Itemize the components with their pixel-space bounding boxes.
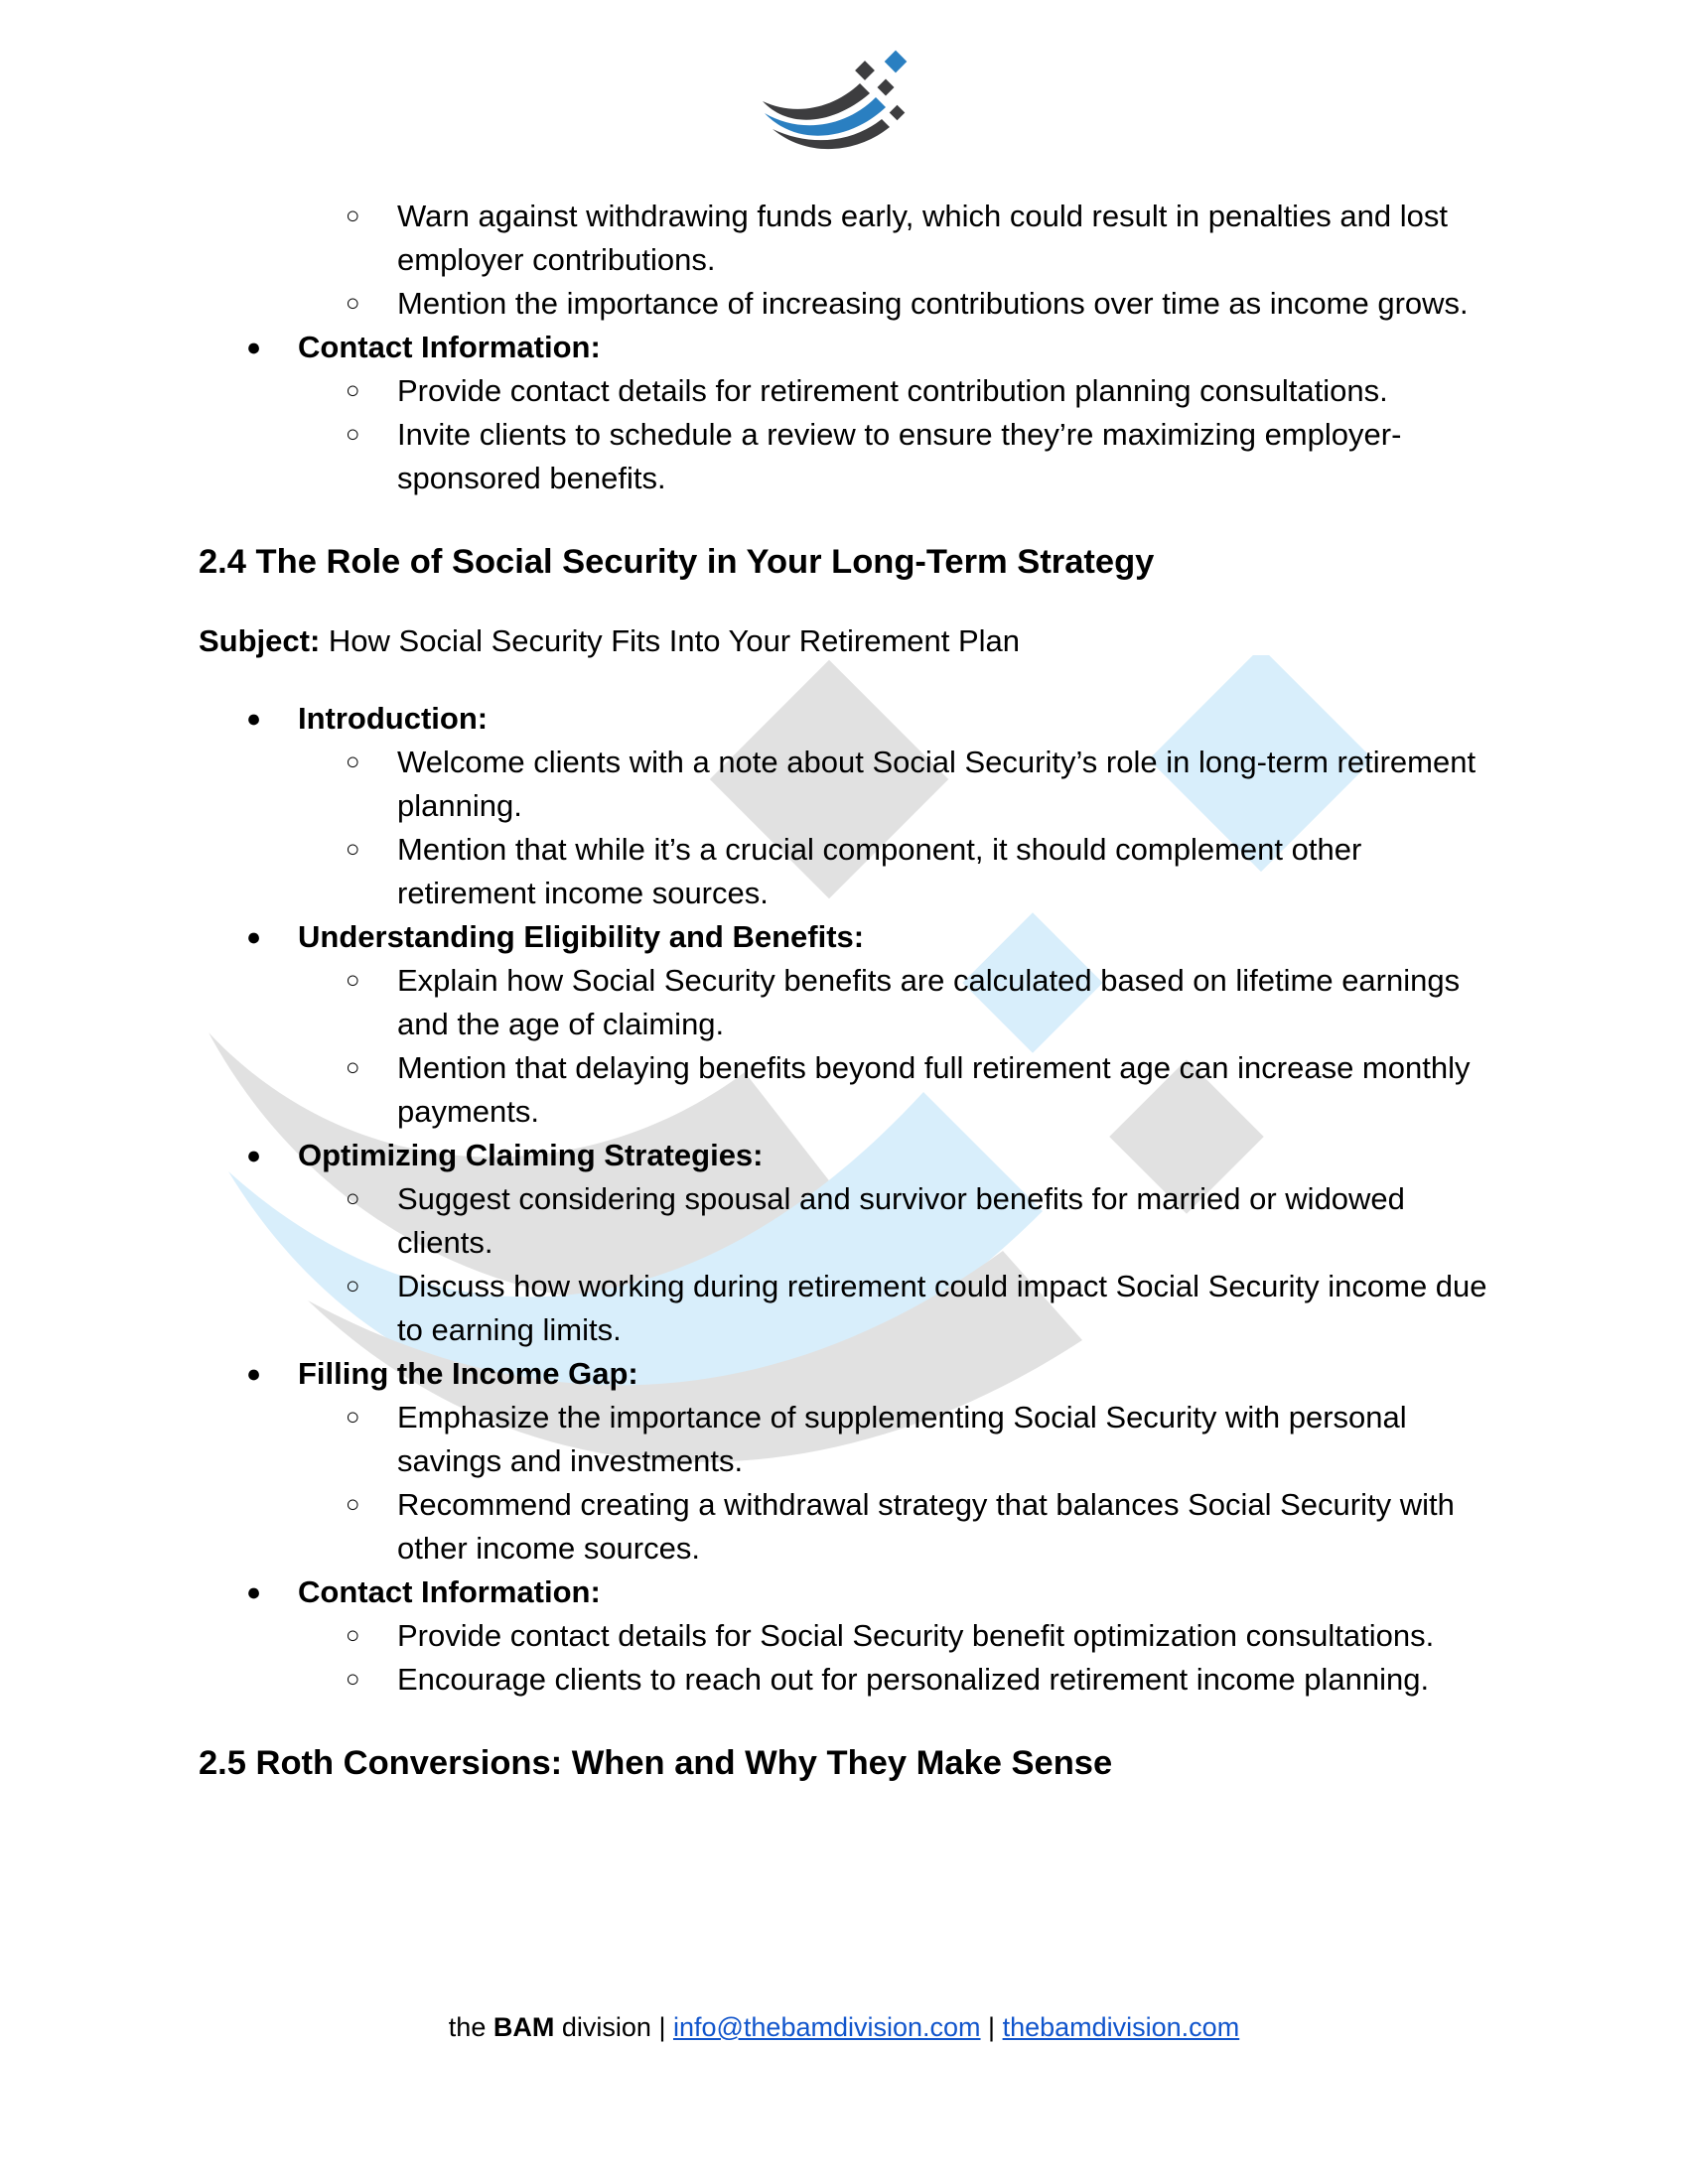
hollow-circle-icon: ○: [346, 1054, 360, 1081]
sub-list: [298, 369, 1499, 500]
hollow-circle-icon: ○: [346, 1622, 360, 1649]
section-heading-2-4: 2.4 The Role of Social Security in Your Long-Term Strategy: [199, 543, 1155, 581]
bullet-item-introduction: [199, 697, 1499, 915]
bullet-item-claiming-strategies: [199, 1134, 1499, 1352]
bullet-item-contact: [199, 326, 1499, 500]
logo-dark-square-3: [890, 105, 906, 121]
sub-bullet-item: [298, 413, 1499, 500]
sub-bullet-text: Suggest considering spousal and survivor benefits for married or widowed clients.: [397, 1181, 1405, 1260]
bullet-heading: Optimizing Claiming Strategies:: [298, 1138, 764, 1172]
subject-text: How Social Security Fits Into Your Retirement Plan: [328, 623, 1021, 658]
footer-separator: |: [988, 2012, 996, 2042]
logo-dark-square-2: [878, 79, 895, 96]
bullet-item-income-gap: [199, 1352, 1499, 1570]
subject-label: Subject:: [199, 623, 321, 658]
sub-bullet-text: Mention that delaying benefits beyond full retirement age can increase monthly payments.: [397, 1050, 1471, 1129]
sub-bullet-text: Provide contact details for retirement contribution planning consultations.: [397, 373, 1388, 408]
sub-bullet-item: [298, 1483, 1499, 1570]
sub-list: [298, 1177, 1499, 1352]
sub-bullet-item: [298, 828, 1499, 915]
footer-brand: BAM: [492, 2012, 555, 2042]
hollow-circle-icon: ○: [346, 836, 360, 863]
sub-list: [298, 741, 1499, 915]
bullet-heading: Understanding Eligibility and Benefits:: [298, 919, 865, 954]
sub-bullet-text: Invite clients to schedule a review to ensure they’re maximizing employer-sponsored benefits.: [397, 417, 1402, 495]
document-body: [199, 195, 1499, 1785]
sub-bullet-text: Encourage clients to reach out for personalized retirement income planning.: [397, 1662, 1430, 1697]
sub-bullet-item: [298, 1658, 1499, 1702]
continued-list-item: [199, 195, 1499, 326]
sub-bullet-text: Warn against withdrawing funds early, which could result in penalties and lost employer contributions.: [397, 199, 1448, 277]
footer-website-link[interactable]: thebamdivision.com: [1002, 2012, 1240, 2042]
sub-bullet-text: Emphasize the importance of supplementing Social Security with personal savings and investments.: [397, 1400, 1407, 1478]
subject-line: [199, 619, 1499, 663]
logo-blue-square: [885, 51, 908, 73]
bullet-heading: Filling the Income Gap:: [298, 1356, 638, 1391]
sub-bullet-text: Provide contact details for Social Security benefit optimization consultations.: [397, 1618, 1435, 1653]
hollow-circle-icon: ○: [346, 290, 360, 317]
bullet-heading: Contact Information:: [298, 1574, 601, 1609]
sub-bullet-item: [298, 1614, 1499, 1658]
sub-bullet-item: [298, 741, 1499, 828]
sub-bullet-item: [199, 282, 1499, 326]
sub-bullet-item: [298, 1046, 1499, 1134]
filled-circle-icon: ●: [246, 334, 262, 361]
sub-bullet-text: Discuss how working during retirement could impact Social Security income due to earning limits.: [397, 1269, 1487, 1347]
continued-sub-list: [199, 195, 1499, 326]
hollow-circle-icon: ○: [346, 1666, 360, 1693]
sub-bullet-item: [298, 959, 1499, 1046]
logo-dark-square-1: [855, 61, 875, 80]
bam-logo: [759, 50, 929, 159]
continued-list: [199, 195, 1499, 500]
sub-bullet-item: [298, 1396, 1499, 1483]
filled-circle-icon: ●: [246, 1578, 262, 1606]
hollow-circle-icon: ○: [346, 1185, 360, 1212]
sub-bullet-text: Welcome clients with a note about Social Security’s role in long-term retirement planning.: [397, 745, 1477, 823]
sub-bullet-text: Recommend creating a withdrawal strategy that balances Social Security with other income sources.: [397, 1487, 1455, 1566]
hollow-circle-icon: ○: [346, 1404, 360, 1431]
sub-bullet-text: Mention the importance of increasing contributions over time as income grows.: [397, 286, 1469, 321]
sub-list: [298, 1614, 1499, 1702]
sub-bullet-text: Mention that while it’s a crucial component, it should complement other retirement income sources.: [397, 832, 1362, 910]
bullet-item-contact: [199, 1570, 1499, 1702]
hollow-circle-icon: ○: [346, 749, 360, 775]
filled-circle-icon: ●: [246, 923, 262, 951]
bullet-item-eligibility: [199, 915, 1499, 1134]
sub-bullet-text: Explain how Social Security benefits are calculated based on lifetime earnings and the age of claiming.: [397, 963, 1461, 1041]
section-heading-2-5: 2.5 Roth Conversions: When and Why They Make Sense: [199, 1744, 1113, 1782]
footer-separator: |: [658, 2012, 666, 2042]
sub-list: [298, 1396, 1499, 1570]
sub-list: [298, 959, 1499, 1134]
section-2-4-list: [199, 697, 1499, 1702]
filled-circle-icon: ●: [246, 1142, 262, 1169]
hollow-circle-icon: ○: [346, 377, 360, 404]
page-footer: [0, 2007, 1688, 2047]
hollow-circle-icon: ○: [346, 1491, 360, 1518]
filled-circle-icon: ●: [246, 705, 262, 733]
hollow-circle-icon: ○: [346, 203, 360, 229]
sub-bullet-item: [298, 1177, 1499, 1265]
footer-email-link[interactable]: info@thebamdivision.com: [672, 2012, 981, 2042]
bullet-heading: Introduction:: [298, 701, 489, 736]
footer-suffix: division: [561, 2012, 651, 2042]
sub-bullet-item: [298, 369, 1499, 413]
bullet-heading: Contact Information:: [298, 330, 601, 364]
filled-circle-icon: ●: [246, 1360, 262, 1388]
footer-prefix: the: [448, 2012, 487, 2042]
hollow-circle-icon: ○: [346, 1273, 360, 1299]
hollow-circle-icon: ○: [346, 421, 360, 448]
sub-bullet-item: [298, 1265, 1499, 1352]
hollow-circle-icon: ○: [346, 967, 360, 994]
sub-bullet-item: [199, 195, 1499, 282]
